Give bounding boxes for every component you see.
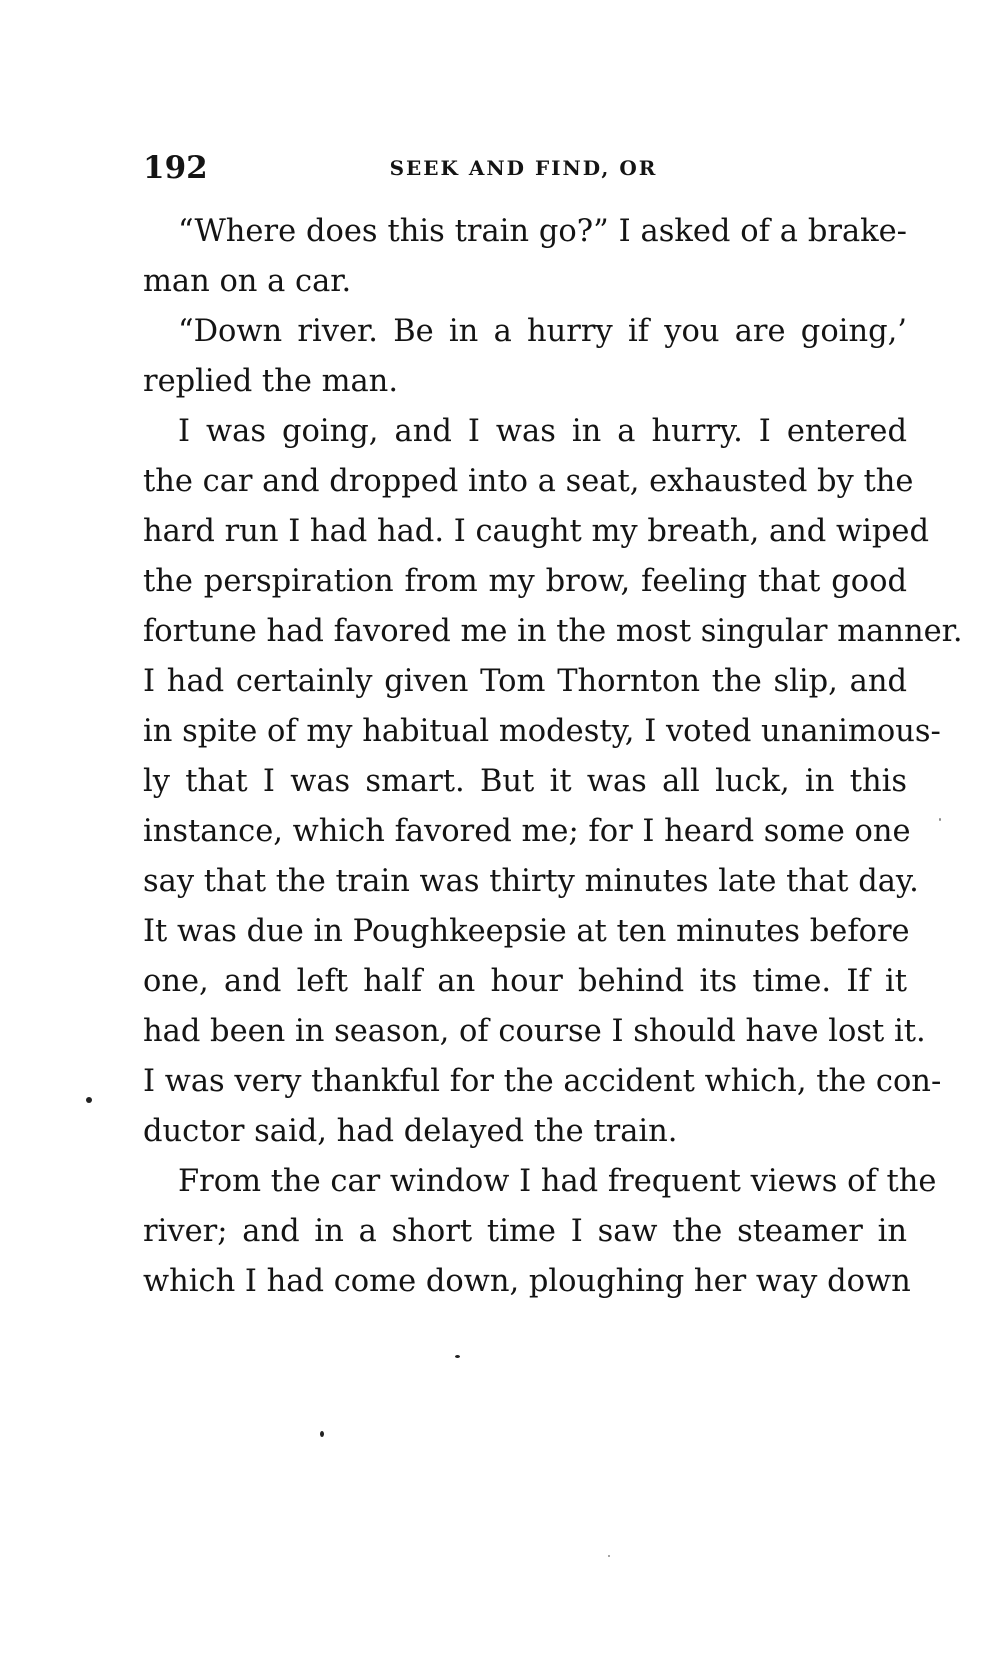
text-line: It was due in Poughkeepsie at ten minutes before <box>143 914 910 949</box>
ink-speck <box>86 1097 92 1103</box>
text-line: fortune had favored me in the most singular manner. <box>143 614 963 649</box>
text-line: I was going, and I was in a hurry. I entered <box>178 414 907 449</box>
text-line: replied the man. <box>143 364 399 399</box>
text-line: one, and left half an hour behind its time. If it <box>143 964 907 999</box>
text-line: From the car window I had frequent views of the <box>178 1164 937 1199</box>
running-title: SEEK AND FIND, OR <box>389 156 658 180</box>
text-line: hard run I had had. I caught my breath, and wiped <box>143 514 929 549</box>
text-line: instance, which favored me; for I heard some one <box>143 814 911 849</box>
text-line: “Down river. Be in a hurry if you are going,’ <box>178 314 907 349</box>
text-line: the perspiration from my brow, feeling that good <box>143 564 907 599</box>
text-line: ductor said, had delayed the train. <box>143 1114 678 1149</box>
ink-speck <box>320 1431 324 1437</box>
ink-speck <box>608 1555 610 1557</box>
text-line: say that the train was thirty minutes late that day. <box>143 864 919 899</box>
ink-speck <box>455 1355 460 1358</box>
text-line: I had certainly given Tom Thornton the slip, and <box>143 664 907 699</box>
text-line: ly that I was smart. But it was all luck, in this <box>143 764 907 799</box>
text-line: in spite of my habitual modesty, I voted unanimous- <box>143 714 941 749</box>
text-line: river; and in a short time I saw the steamer in <box>143 1214 907 1249</box>
page-header <box>143 150 864 190</box>
text-line: which I had come down, ploughing her way down <box>143 1264 911 1299</box>
text-line: had been in season, of course I should have lost it. <box>143 1014 926 1049</box>
text-line: the car and dropped into a seat, exhausted by the <box>143 464 914 499</box>
ink-speck <box>939 818 941 821</box>
text-line: man on a car. <box>143 264 352 299</box>
text-line: I was very thankful for the accident which, the con- <box>143 1064 942 1099</box>
page-number: 192 <box>143 150 208 186</box>
text-line: “Where does this train go?” I asked of a brake- <box>178 214 907 249</box>
